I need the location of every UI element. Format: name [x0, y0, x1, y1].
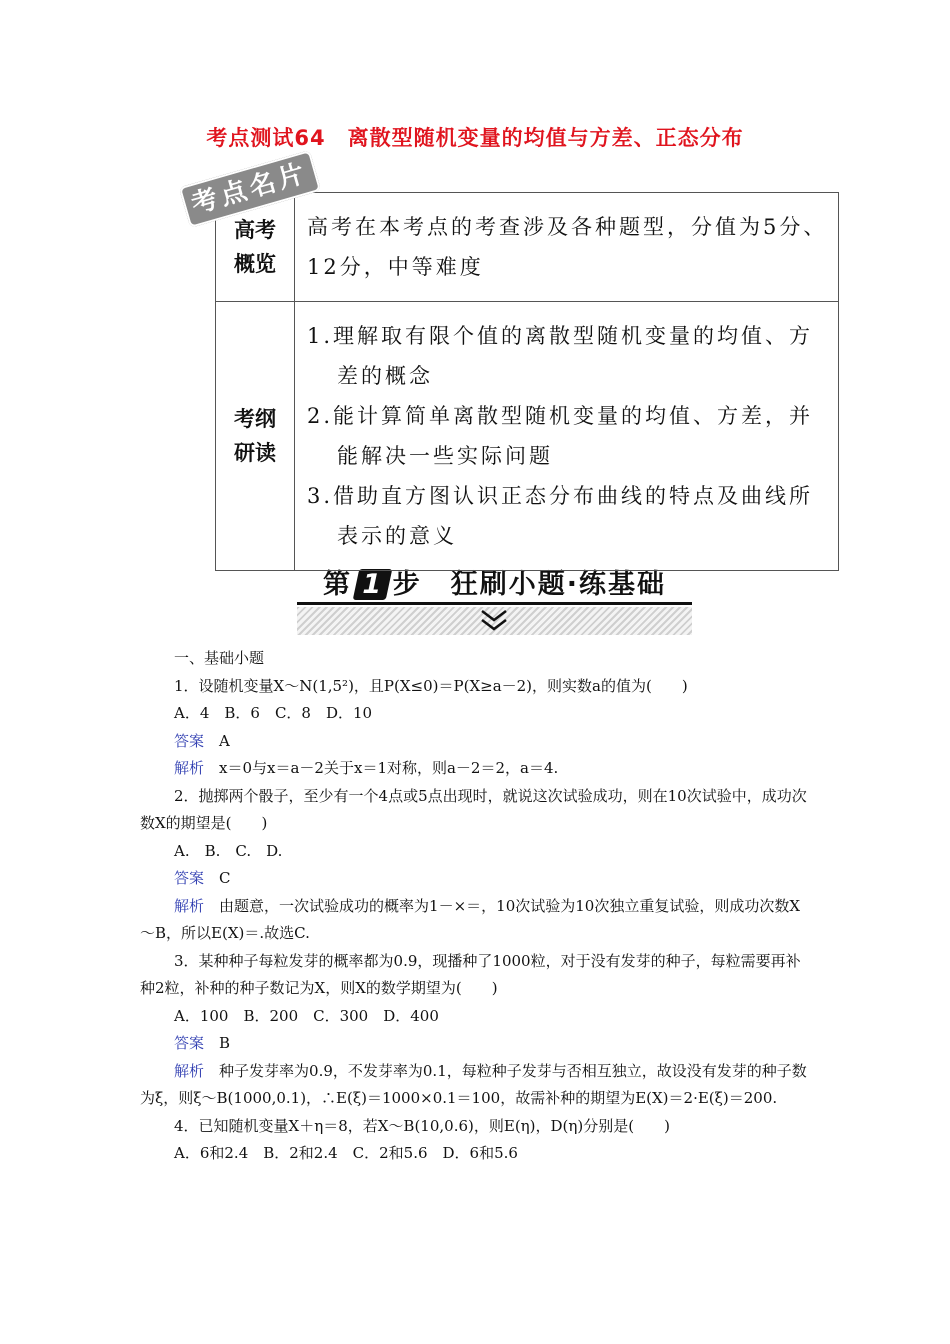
analysis-text: x＝0与x＝a－2关于x＝1对称，则a－2＝2，a＝4.	[219, 759, 559, 777]
analysis-line	[140, 755, 812, 783]
analysis-tag: 解析	[174, 759, 205, 777]
step-title: 步 狂刷小题·练基础	[392, 569, 667, 600]
question-options: A. B. C. D.	[174, 841, 283, 860]
analysis-tag: 解析	[174, 896, 205, 915]
analysis-line	[140, 893, 812, 948]
answer-value: C	[219, 869, 231, 887]
answer-line	[140, 865, 812, 893]
question-stem: 1．设随机变量X～N(1,5²)，且P(X≤0)＝P(X≥a－2)，则实数a的值为( )	[174, 676, 688, 695]
syllabus-item: 3.借助直方图认识正态分布曲线的特点及曲线所表示的意义	[307, 484, 814, 548]
syllabus-item: 2.能计算简单离散型随机变量的均值、方差，并能解决一些实际问题	[307, 404, 814, 468]
answer-line	[140, 1030, 812, 1058]
question-stem: 2．抛掷两个骰子，至少有一个4点或5点出现时，就说这次试验成功，则在10次试验中，成功次数X的期望是( )	[140, 786, 807, 832]
summary-table	[215, 192, 839, 571]
answer-tag: 答案	[174, 731, 205, 750]
double-chevron-down-icon	[479, 607, 509, 633]
section-heading: 一、基础小题	[174, 649, 265, 667]
question-body	[140, 645, 812, 1168]
page-title: 考点测试64 离散型随机变量的均值与方差、正态分布	[206, 126, 744, 150]
step-prefix: 第	[322, 569, 352, 600]
syllabus-list	[295, 302, 839, 571]
syllabus-label	[216, 302, 295, 571]
question-options: A．4 B．6 C．8 D．10	[174, 704, 373, 722]
overview-row	[216, 193, 839, 302]
exam-card-badge: 考点名片	[179, 150, 321, 228]
overview-label-text: 高考概览	[234, 218, 276, 276]
syllabus-row	[216, 302, 839, 571]
question-options: A．6和2.4 B．2和2.4 C．2和5.6 D．6和5.6	[174, 1144, 518, 1162]
syllabus-item: 1.理解取有限个值的离散型随机变量的均值、方差的概念	[307, 324, 814, 388]
answer-tag: 答案	[174, 869, 205, 887]
overview-text: 高考在本考点的考查涉及各种题型，分值为5分、12分，中等难度	[295, 193, 839, 302]
step-banner	[297, 560, 692, 635]
analysis-tag: 解析	[174, 1061, 205, 1080]
analysis-text: 由题意，一次试验成功的概率为1－×＝，10次试验为10次独立重复试验，则成功次数X～B，所以E(X)＝.故选C.	[140, 896, 800, 942]
step-number: 1	[353, 569, 392, 600]
analysis-line	[140, 1058, 812, 1113]
syllabus-label-text: 考纲研读	[234, 407, 276, 465]
answer-value: B	[219, 1034, 231, 1052]
analysis-text: 种子发芽率为0.9，不发芽率为0.1，每粒种子发芽与否相互独立，故设没有发芽的种子数为ξ，则ξ～B(1000,0.1)，∴E(ξ)＝1000×0.1＝100，故需补种的期望为E(X)＝2·E(ξ)＝200.	[140, 1061, 807, 1107]
question-stem: 3．某种种子每粒发芽的概率都为0.9，现播种了1000粒，对于没有发芽的种子，每粒需要再补种2粒，补种的种子数记为X，则X的数学期望为( )	[140, 951, 801, 997]
question-options: A．100 B．200 C．300 D．400	[174, 1006, 439, 1025]
answer-value: A	[219, 731, 230, 750]
answer-line	[140, 728, 812, 756]
question-stem: 4．已知随机变量X＋η＝8，若X～B(10,0.6)，则E(η)，D(η)分别是( )	[174, 1116, 670, 1135]
answer-tag: 答案	[174, 1034, 205, 1052]
step-divider	[297, 602, 692, 605]
